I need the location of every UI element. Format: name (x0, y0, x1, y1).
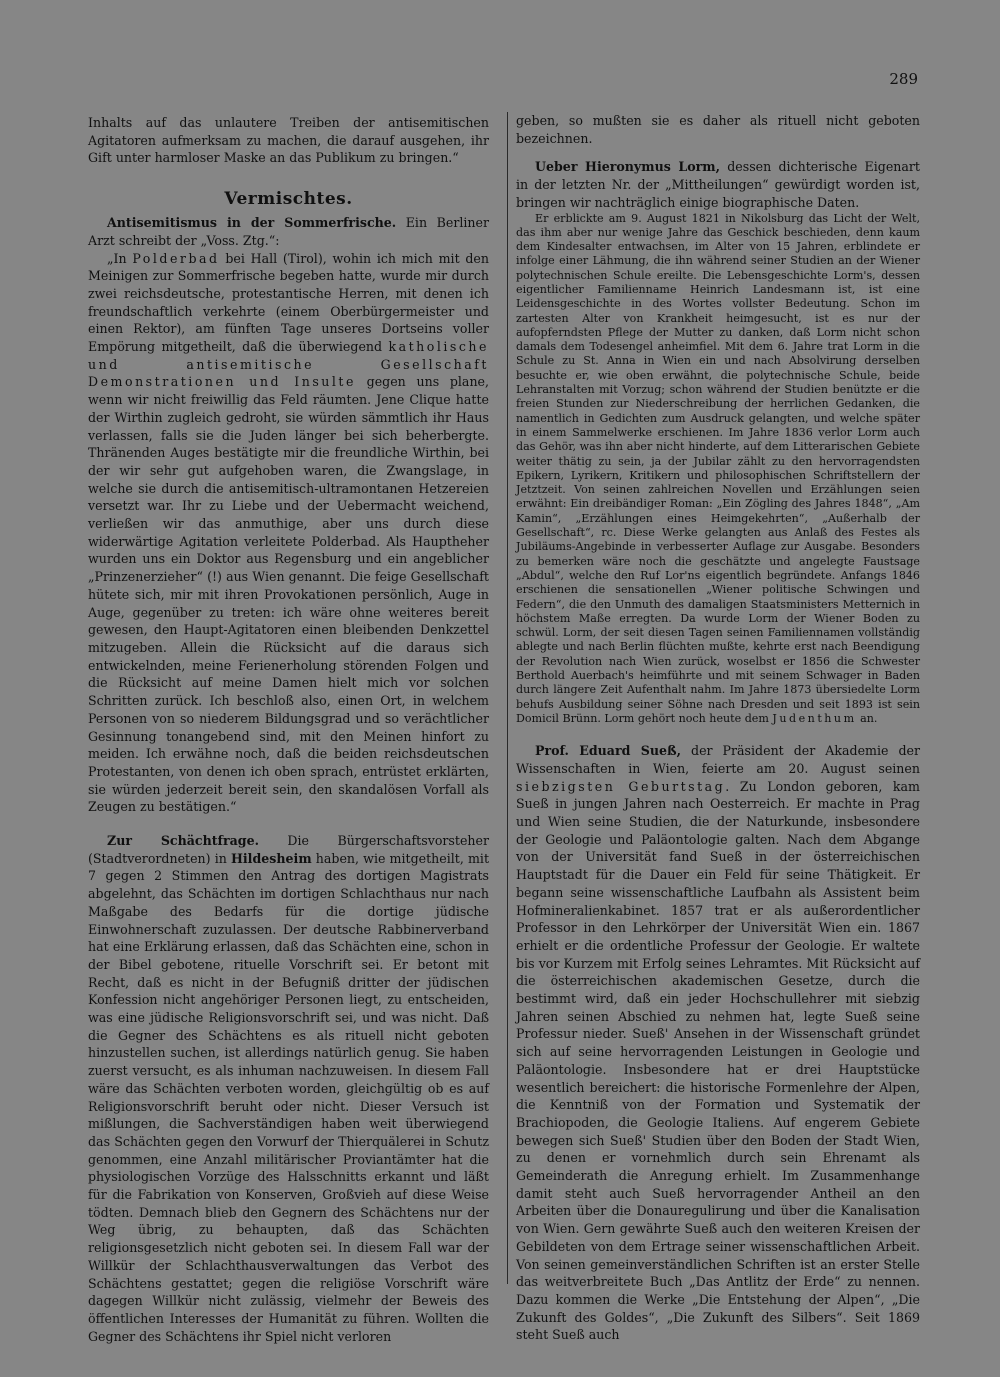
schaechtfrage-city: Hildesheim (231, 850, 312, 866)
article-lorm-headline: Ueber Hieronymus Lorm, (535, 159, 721, 175)
article-lorm-biography (516, 212, 920, 727)
article-schaechtfrage (88, 832, 489, 1345)
left-column (88, 114, 489, 1345)
continuation-paragraph: geben, so mußten sie es daher als rituell nicht geboten bezeichnen. (516, 113, 920, 146)
lorm-bio-text-1: Er erblickte am 9. August 1821 in Nikolsburg das Licht der Welt, das ihm aber nur wenige Jahre das Geschick beschieden, denn kaum dem Kindesalter entwachsen, im Alter von 15 Jahren, erblindete er infolge einer Lähmung, die ihn während seiner Studien an der Wiener polytechnischen Schule ereilte. Die Lebensgeschichte Lorm's, dessen eigentlicher Familienname Heinrich Landesmann ist, ist eine Leidensgeschichte in des Wortes vollster Bedeutung. Schon im zartesten Alter von Krankheit heimgesucht, ist es nur der aufopferndsten Pflege der Mutter zu danken, daß Lorm nicht schon damals dem Todesengel anheimfiel. Mit dem 6. Jahre trat Lorm in die Schule zu St. Anna in Wien ein und nach Absolvirung derselben besuchte er, wie oben erwähnt, die polytechnische Schule, beide Lehranstalten mit Vorzug; schon während der Studien benützte er die freien Stunden zur Niederschreibung der herrlichen Gedanken, die namentlich in Gedichten zum Ausdruck gelangten, und welche später in einem Sammelwerke erschienen. Im Jahre 1836 verlor Lorm auch das Gehör, was ihn aber nicht hinderte, auf dem Litterarischen Gebiete weiter thätig zu sein, ja der Jubilar zählt zu den hervorragendsten Epikern, Lyrikern, Kritikern und philosophischen Schriftstellern der Jetztzeit. Von seinen zahlreichen Novellen und Erzählungen seien erwähnt: Ein dreibändiger Roman: „Ein Zögling des Jahres 1848“, „Am Kamin“, „Erzählungen eines Heimgekehrten“, „Außerhalb der Gesellschaft“, rc. Diese Werke gelangten aus Anlaß des Festes als Jubiläums-Angebinde in verbesserter Auflage zur Ausgabe. Besonders zu bemerken wäre noch die geschätzte und angelegte Faustsage „Abdul“, welche den Ruf Lor'ns eigentlich begründete. Anfangs 1846 erschienen die sensationellen „Wiener politische Schwingen und Federn“, die den Unmuth des damaligen Staatsministers Metternich in höchstem Maße erregten. Da wurde Lorm der Wiener Boden zu schwül. Lorm, der seit diesen Tagen seinen Familiennamen vollständig ablegte und nach Berlin flüchten mußte, kehrte erst nach Beendigung der Revolution nach Wien zurück, woselbst er 1856 die Schwester Berthold Auerbach's heimführte und mit seinem Schwager in Baden durch längere Zeit Aufenthalt nahm. Im Jahre 1873 übersiedelte Lorm behufs Ausbildung seiner Söhne nach Dresden und seit 1893 ist sein Domicil Brünn. Lorm gehört noch heute dem (516, 211, 920, 725)
lorm-bio-spaced: Judenthum (772, 711, 857, 725)
quote-spaced-emphasis: katholische und antisemitische Gesellschaft Demonstrationen und Insulte (88, 339, 489, 390)
quote-text-3: gegen uns plane, wenn wir nicht freiwillig das Feld räumten. Jene Clique hatte der Wirthin zugleich gedroht, sie würden sämmtlich ihr Haus verlassen, falls sie die Juden länger bei sich beherbergte. Thränenden Auges bestätigte mir die freundliche Wirthin, bei der wir sehr gut aufgehoben waren, die Zwangslage, in welche sie durch die antisemitisch-ultramontanen Hetzereien versetzt war. Ihr zu Liebe und der Uebermacht weichend, verließen wir das anmuthige, aber uns durch diese widerwärtige Agitation verleitete Polderbad. Als Hauptheher wurden uns ein Doktor aus Regensburg und ein angeblicher „Prinzenerzieher“ (!) aus Wien genannt. Die feige Gesellschaft hütete sich, mir mit ihren Provokationen persönlich, Auge in Auge, gegenüber zu treten: ich wäre ohne weiteres bereit gewesen, den Haupt-Agitatoren einen bleibenden Denkzettel mitzugeben. Allein die Rücksicht auf die daraus sich entwickelnden, meine Ferienerholung störenden Folgen und die Rücksicht auf meine Damen hielt mich vor solchen Schritten zurück. Ich beschloß also, einen Ort, in welchem Personen von so niederem Bildungsgrad und so verächtlicher Gesinnung tonangebend sind, mit den Meinen hinfort zu meiden. Ich erwähne noch, daß die beiden reichsdeutschen Protestanten, von denen ich oben sprach, entrüstet erklärten, sie würden jederzeit bereit sein, den skandalösen Vorfall als Zeugen zu bestätigen.“ (88, 374, 490, 815)
article-antisemitismus-lead (88, 214, 489, 249)
article-antisemitismus-headline: Antisemitismus in der Sommerfrische. (107, 215, 397, 231)
schaechtfrage-text-1: Die Bürgerschaftsvorsteher (Stadtverordneten) in (88, 833, 489, 866)
page-number: 289 (889, 70, 918, 88)
schaechtfrage-text-2: haben, wie mitgetheilt, mit 7 gegen 2 Stimmen den Antrag des dortigen Magistrats abgelehnt, das Schächten im dortigen Schlachthaus nur nach Maßgabe des Bedarfs für die dortige jüdische Einwohnerschaft zuzulassen. Der deutsche Rabbinerverband hat eine Erklärung erlassen, daß das Schächten eine, schon in der Bibel gebotene, rituelle Vorschrift sei. Er betont mit Recht, daß es nicht in der Befugniß dritter der jüdischen Konfession nicht angehöriger Personen liegt, zu entscheiden, was eine jüdische Religionsvorschrift sei, und was nicht. Daß die Gegner des Schächtens es als rituell nicht geboten hinzustellen suchen, ist allerdings natürlich genug. Sie haben zuerst versucht, es als inhuman nachzuweisen. In diesem Fall wäre das Schächten verboten worden, gleichgültig ob es auf Religionsvorschrift beruht oder nicht. Dieser Versuch ist mißlungen, die Sachverständigen haben weit überwiegend das Schächten gegen den Vorwurf der Thierquälerei in Schutz genommen, eine Anzahl militärischer Proviantämter hat die physiologischen Vorzüge des Halsschnitts erkannt und läßt für die Fabrikation von Konserven, Großvieh auf diese Weise tödten. Demnach blieb den Gegnern des Schächtens nur der Weg übrig, zu behaupten, daß das Schächten religionsgesetzlich nicht geboten sei. In diesem Fall war der Willkür der Schlachthausverwaltungen das Verbot des Schächtens gestattet; gegen die religiöse Vorschrift wäre dagegen Willkür nicht zulässig, vielmehr der Beweis des öffentlichen Interesses der Humanität zu führen. Wollten die Gegner des Schächtens ihr Spiel nicht verloren (88, 850, 490, 1344)
article-suess (516, 742, 920, 1344)
section-title: Vermischtes. (224, 189, 353, 210)
suess-text-2: . Zu London geboren, kam Sueß in jungen Jahren nach Oesterreich. Er machte in Prag und Wien seine Studien, die der Naturkunde, insbesondere der Geologie und Paläontologie galten. Nach dem Abgange von der Universität fand Sueß in der österreichischen Hauptstadt für die Dauer ein Feld für seine Thätigkeit. Er begann seine wissenschaftliche Laufbahn als Assistent beim Hofmineralienkabinet. 1857 trat er als außerordentlicher Professor in den Lehrkörper der Universität Wien ein. 1867 erhielt er die ordentliche Professur der Geologie. Er waltete bis vor Kurzem mit Erfolg seines Lehramtes. Mit Rücksicht auf die österreichischen akademischen Gesetze, durch die bestimmt wird, daß ein jeder Hochschullehrer mit siebzig Jahren seinen Abschied zu nehmen hat, legte Sueß seine Professur nieder. Sueß' Ansehen in der Wissenschaft gründet sich auf seine hervorragenden Leistungen in Geologie und Paläontologie. Insbesondere hat er drei Hauptstücke wesentlich bereichert: die historische Formenlehre der Alpen, die Kenntniß von der Formation und Systematik der Brachiopoden, die Geologie Italiens. Auf engerem Gebiete bewegen sich Sueß' Studien über den Boden der Stadt Wien, zu denen er vornehmlich durch sein Ehrenamt als Gemeinderath die Anregung erhielt. Im Zusammenhange damit steht auch Sueß hervorragender Antheil an den Arbeiten über die Donauregulirung und über die Kanalisation von Wien. Gern gewährte Sueß auch den weiteren Kreisen der Gebildeten von dem Ertrage seiner wissenschaftlichen Arbeit. Von seinen gemeinverständlichen Schriften ist an erster Stelle das weitverbreitete Buch „Das Antlitz der Erde“ zu nennen. Dazu kommen die Werke „Die Entstehung der Alpen“, „Die Zukunft des Goldes“, „Die Zukunft des Silbers“. Seit 1869 steht Sueß auch (516, 778, 921, 1343)
quote-text-2: bei Hall (Tirol), wohin ich mich mit den Meinigen zur Sommerfrische begeben hatte, wurde mir durch zwei reichsdeutsche, protestantische Herren, mit denen ich freundschaftlich verkehrte (einem Oberbürgermeister und einen Rektor), am fünften Tage unseres Dortseins voller Empörung mitgetheilt, daß die überwiegend (88, 250, 489, 355)
quote-text-1: „In (107, 250, 133, 266)
suess-spaced: siebzigsten Geburtstag (516, 778, 726, 794)
article-suess-headline: Prof. Eduard Sueß, (535, 743, 682, 759)
article-lorm-lead (516, 158, 920, 211)
article-antisemitismus-lead-text: Ein Berliner Arzt schreibt der „Voss. Ztg.“: (88, 215, 489, 248)
quote-spaced-place: Polderbad (132, 250, 220, 266)
right-column (516, 112, 920, 1344)
article-schaechtfrage-headline: Zur Schächtfrage. (107, 833, 259, 849)
article-lorm-lead-text: dessen dichterische Eigenart in der letzten Nr. der „Mittheilungen“ gewürdigt worden ist, bringen wir nachträglich einige biographische Daten. (516, 159, 920, 210)
suess-text-1: der Präsident der Akademie der Wissenschaften in Wien, feierte am 20. August seinen (516, 743, 920, 776)
intro-paragraph: Inhalts auf das unlautere Treiben der antisemitischen Agitatoren aufmerksam zu machen, die darauf ausgehen, ihr Gift unter harmloser Maske an das Publikum zu bringen.“ (88, 115, 489, 166)
lorm-bio-text-2: an. (856, 711, 878, 725)
article-antisemitismus-quote (88, 250, 489, 817)
column-divider (507, 112, 508, 1284)
